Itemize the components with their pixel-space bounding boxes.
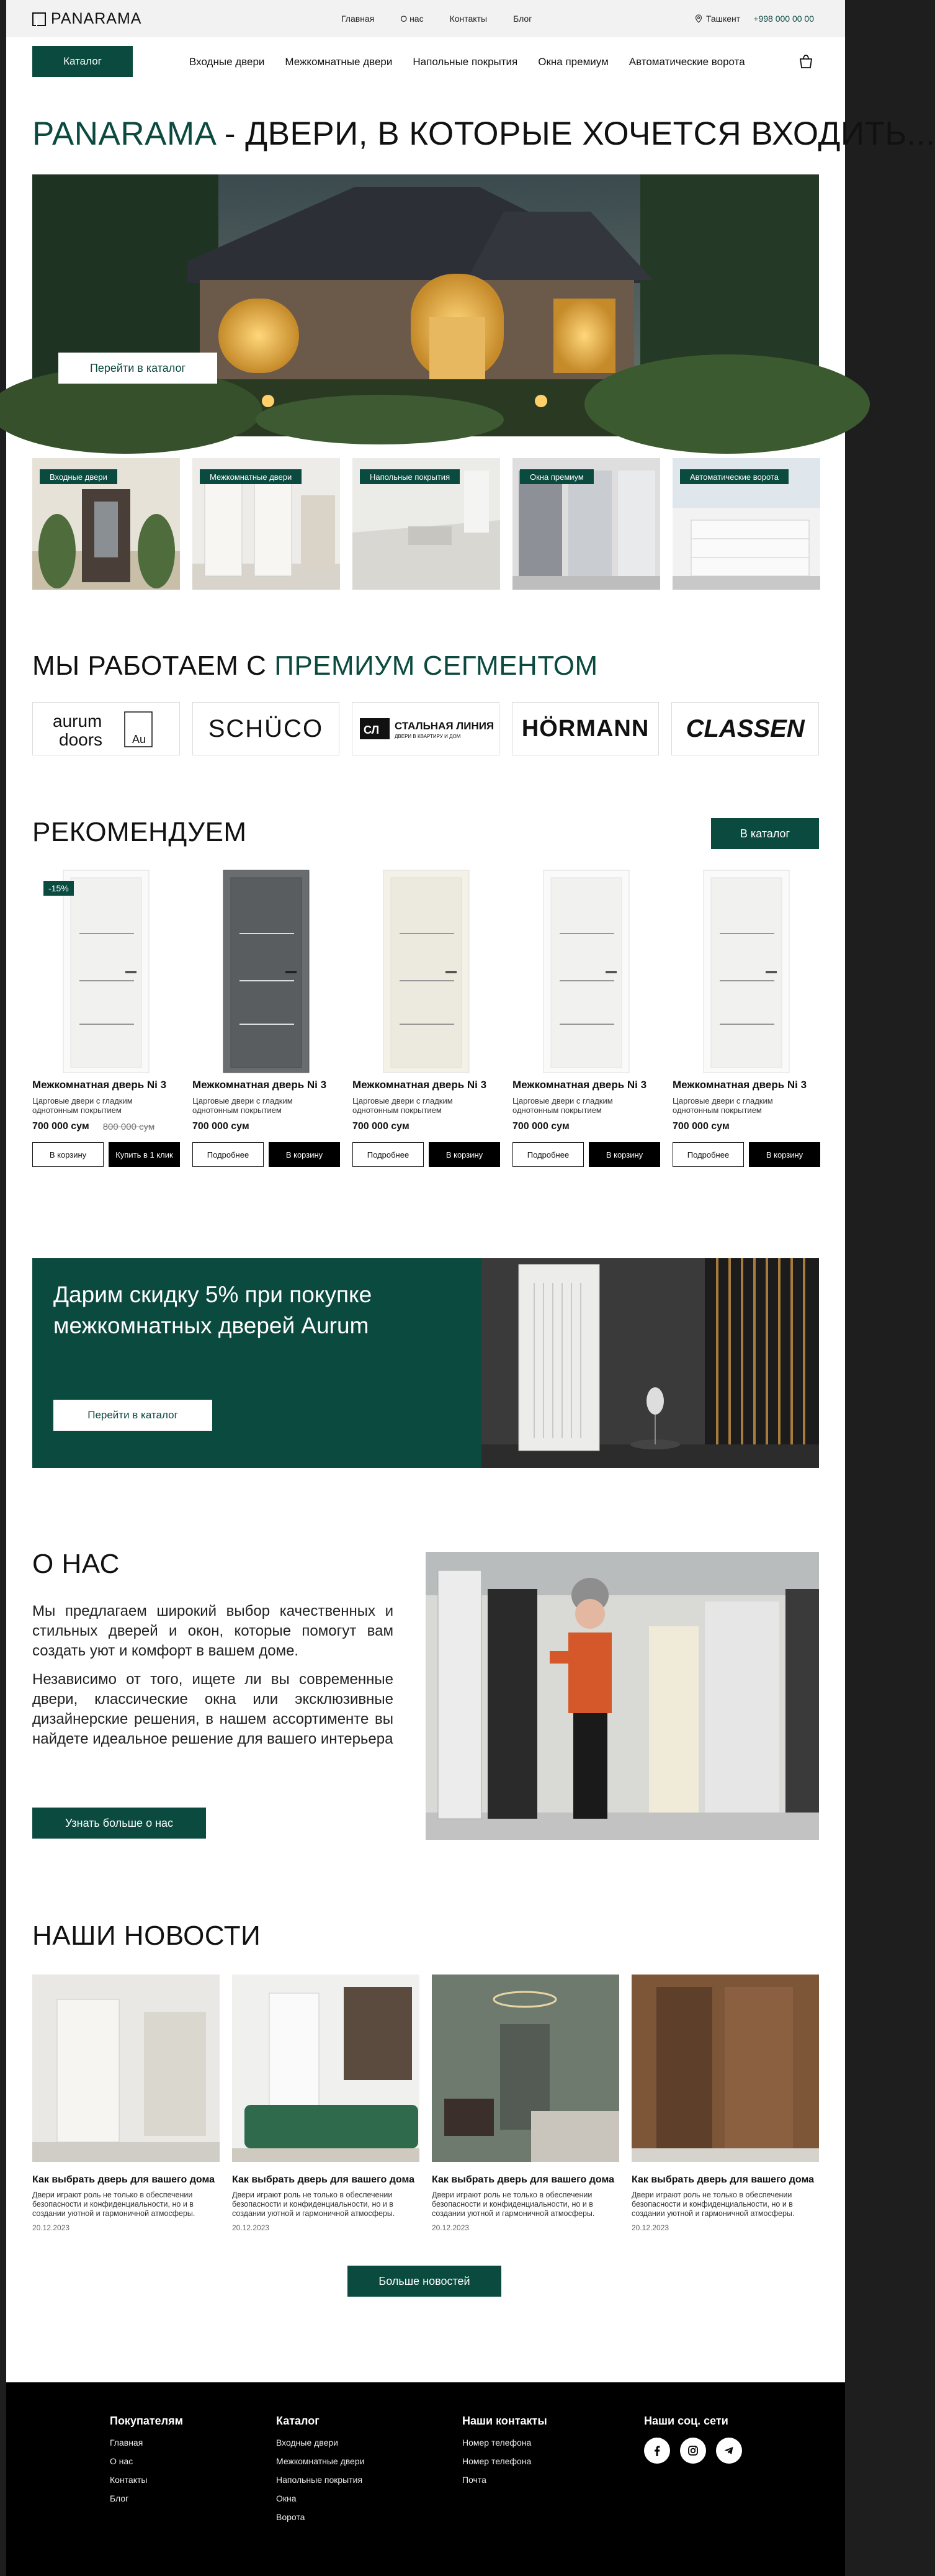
brand-hormann[interactable] — [512, 702, 660, 755]
news-date: 20.12.2023 — [32, 2223, 70, 2232]
product-card[interactable] — [512, 869, 660, 1167]
aurum-doors-logo — [50, 707, 162, 750]
about-section-title: О НАС — [32, 1549, 120, 1579]
recommend-catalog-button[interactable]: В каталог — [711, 818, 819, 849]
door-illustration — [192, 869, 340, 1074]
phone-link[interactable]: +998 000 00 00 — [753, 14, 814, 24]
product-image — [673, 869, 820, 1074]
aurum-logo-mark: Au — [132, 733, 146, 745]
about-paragraph-2: Независимо от того, ищете ли вы современные двери, классические окна или эксклюзивные дизайнерские решения, в нашем ассортименте вы найдете идеальное решение для вашего интерьера — [32, 1671, 393, 1747]
footer-buyers — [110, 2415, 183, 2512]
product-price: 700 000 сум — [192, 1121, 249, 1132]
news-room-illustration — [432, 1975, 619, 2162]
nav-entrance-doors[interactable]: Входные двери — [189, 56, 265, 68]
footer-phone-link[interactable]: Номер телефона — [462, 2456, 532, 2466]
footer-contacts-title: Наши контакты — [462, 2415, 547, 2427]
footer — [6, 2382, 845, 2576]
product-card[interactable] — [352, 869, 500, 1167]
nav-interior-doors[interactable]: Межкомнатные двери — [285, 56, 393, 68]
footer-link[interactable]: Блог — [110, 2493, 129, 2503]
brand-classen[interactable] — [671, 702, 819, 755]
news-image — [632, 1975, 819, 2162]
hero-image — [32, 174, 819, 436]
hero-title-brand: PANARAMA — [32, 115, 215, 152]
details-button[interactable]: Подробнее — [352, 1142, 424, 1167]
premium-section-title — [32, 651, 598, 682]
news-card[interactable] — [432, 1975, 619, 2232]
top-nav — [341, 14, 532, 24]
add-to-cart-button[interactable]: В корзину — [269, 1142, 340, 1167]
news-text: Двери играют роль не только в обеспечении безопасности и конфиденциальности, но и в создании уютной и гармоничной атмосферы. — [432, 2191, 595, 2218]
aurum-logo-text-2: doors — [58, 730, 102, 749]
footer-buyers-title: Покупателям — [110, 2415, 183, 2427]
details-button[interactable]: Подробнее — [512, 1142, 584, 1167]
page-frame — [6, 0, 935, 2576]
news-card[interactable] — [32, 1975, 220, 2232]
category-tag: Автоматические ворота — [680, 469, 789, 484]
product-old-price: 800 000 сум — [102, 1121, 155, 1132]
footer-link[interactable]: Главная — [110, 2438, 143, 2448]
house-illustration — [32, 174, 819, 436]
product-title[interactable]: Межкомнатная дверь Ni 3 — [512, 1079, 647, 1091]
door-illustration — [512, 869, 660, 1074]
about-image — [426, 1552, 819, 1840]
news-date: 20.12.2023 — [432, 2223, 470, 2232]
promo-text — [53, 1279, 372, 1341]
top-bar — [6, 0, 845, 37]
catalog-button[interactable]: Каталог — [32, 46, 133, 77]
add-to-cart-button[interactable]: В корзину — [429, 1142, 500, 1167]
aurum-logo-text: aurum — [52, 711, 102, 731]
product-desc: Царговые двери с гладким однотонным покрытием — [352, 1096, 453, 1115]
logo-text: PANARAMA — [51, 10, 142, 27]
promo-banner — [32, 1258, 819, 1468]
details-button[interactable]: Подробнее — [192, 1142, 264, 1167]
footer-link[interactable]: О нас — [110, 2456, 133, 2466]
category-tag: Напольные покрытия — [360, 469, 460, 484]
buy-one-click-button[interactable]: Купить в 1 клик — [109, 1142, 180, 1167]
product-image — [32, 869, 180, 1074]
nav-flooring[interactable]: Напольные покрытия — [413, 56, 518, 68]
add-to-cart-button[interactable]: В корзину — [32, 1142, 104, 1167]
cart-icon[interactable] — [797, 52, 815, 71]
news-text: Двери играют роль не только в обеспечении безопасности и конфиденциальности, но и в создании уютной и гармоничной атмосферы. — [632, 2191, 795, 2218]
category-tiles — [32, 458, 819, 590]
brand-schuco[interactable] — [192, 702, 340, 755]
category-tile-interior[interactable] — [192, 458, 340, 590]
brand-logos — [32, 702, 819, 755]
door-illustration — [352, 869, 500, 1074]
product-desc: Царговые двери с гладким однотонным покрытием — [192, 1096, 293, 1115]
footer-socials — [644, 2415, 742, 2464]
top-nav-blog[interactable]: Блог — [513, 14, 532, 24]
premium-title-part: МЫ РАБОТАЕМ С — [32, 651, 275, 681]
hero-catalog-button[interactable]: Перейти в каталог — [58, 353, 217, 384]
top-nav-home[interactable]: Главная — [341, 14, 375, 24]
footer-contacts — [462, 2415, 547, 2493]
news-section-title: НАШИ НОВОСТИ — [32, 1921, 261, 1951]
top-nav-about[interactable]: О нас — [400, 14, 424, 24]
promo-line-1: Дарим скидку 5% при покупке — [53, 1282, 372, 1307]
instagram-icon[interactable] — [680, 2438, 706, 2464]
product-title[interactable]: Межкомнатная дверь Ni 3 — [673, 1079, 807, 1091]
location-pin-icon — [695, 14, 702, 23]
stal-logo-mark: СЛ — [363, 724, 380, 736]
footer-catalog — [276, 2415, 364, 2531]
news-card[interactable] — [632, 1975, 819, 2232]
news-image — [32, 1975, 220, 2162]
news-date: 20.12.2023 — [632, 2223, 669, 2232]
facebook-icon[interactable] — [644, 2438, 670, 2464]
hormann-logo: HÖRMANN — [521, 715, 650, 742]
promo-catalog-button[interactable]: Перейти в каталог — [53, 1400, 212, 1431]
product-price: 700 000 сум — [352, 1121, 409, 1132]
news-room-illustration — [232, 1975, 419, 2162]
product-desc: Царговые двери с гладким однотонным покрытием — [32, 1096, 133, 1115]
schuco-logo: SCHÜCO — [208, 714, 324, 742]
nav-windows[interactable]: Окна премиум — [538, 56, 609, 68]
footer-email-link[interactable]: Почта — [462, 2475, 486, 2485]
stal-logo-sub: ДВЕРИ В КВАРТИРУ И ДОМ — [394, 734, 461, 739]
city-label: Ташкент — [706, 14, 741, 24]
news-title[interactable]: Как выбрать дверь для вашего дома — [632, 2174, 814, 2185]
product-desc: Царговые двери с гладким однотонным покрытием — [673, 1096, 773, 1115]
category-tag: Входные двери — [40, 469, 117, 484]
product-image — [512, 869, 660, 1074]
news-room-illustration — [632, 1975, 819, 2162]
brand-aurum[interactable] — [32, 702, 180, 755]
footer-link[interactable]: Ворота — [276, 2512, 305, 2522]
news-room-illustration — [32, 1975, 220, 2162]
product-title[interactable]: Межкомнатная дверь Ni 3 — [192, 1079, 327, 1091]
product-buttons — [673, 1142, 820, 1167]
hero-title-rest: - ДВЕРИ, В КОТОРЫЕ ХОЧЕТСЯ ВХОДИТЬ... — [215, 115, 935, 152]
product-buttons — [352, 1142, 500, 1167]
product-price-row — [673, 1121, 820, 1132]
product-price: 700 000 сум — [673, 1121, 730, 1132]
promo-line-2: межкомнатных дверей Aurum — [53, 1313, 369, 1338]
add-to-cart-button[interactable]: В корзину — [589, 1142, 660, 1167]
recommend-section-title: РЕКОМЕНДУЕМ — [32, 817, 247, 847]
social-icons — [644, 2438, 742, 2464]
stalnaya-liniya-logo — [357, 713, 494, 744]
category-tile-gates[interactable] — [673, 458, 820, 590]
brand-stalnaya-liniya[interactable] — [352, 702, 499, 755]
about-more-button[interactable]: Узнать больше о нас — [32, 1808, 206, 1839]
news-image — [432, 1975, 619, 2162]
product-card[interactable] — [192, 869, 340, 1167]
telegram-icon[interactable] — [716, 2438, 742, 2464]
stal-logo-text: СТАЛЬНАЯ ЛИНИЯ — [394, 720, 494, 732]
product-price-row — [512, 1121, 660, 1132]
product-buttons — [192, 1142, 340, 1167]
footer-link[interactable]: Входные двери — [276, 2438, 338, 2448]
news-list — [32, 1975, 819, 2232]
showroom-illustration — [426, 1552, 819, 1840]
product-card[interactable] — [32, 869, 180, 1167]
product-desc: Царговые двери с гладким однотонным покрытием — [512, 1096, 613, 1115]
premium-title-highlight: ПРЕМИУМ СЕГМЕНТОМ — [274, 651, 598, 681]
product-list — [32, 869, 819, 1167]
footer-link[interactable]: Межкомнатные двери — [276, 2456, 365, 2466]
category-tile-flooring[interactable] — [352, 458, 500, 590]
news-title[interactable]: Как выбрать дверь для вашего дома — [32, 2174, 215, 2185]
promo-door-illustration — [481, 1258, 819, 1468]
footer-phone-link[interactable]: Номер телефона — [462, 2438, 532, 2448]
nav-gates[interactable]: Автоматические ворота — [629, 56, 745, 68]
category-nav — [189, 56, 745, 68]
category-tag: Межкомнатные двери — [200, 469, 302, 484]
product-price-row — [32, 1121, 180, 1132]
news-text: Двери играют роль не только в обеспечении безопасности и конфиденциальности, но и в создании уютной и гармоничной атмосферы. — [232, 2191, 395, 2218]
news-card[interactable] — [232, 1975, 419, 2232]
main-nav — [6, 37, 845, 99]
news-title[interactable]: Как выбрать дверь для вашего дома — [432, 2174, 614, 2185]
door-illustration — [32, 869, 180, 1074]
news-title[interactable]: Как выбрать дверь для вашего дома — [232, 2174, 414, 2185]
category-tile-windows[interactable] — [512, 458, 660, 590]
footer-catalog-title: Каталог — [276, 2415, 320, 2427]
category-tile-entrance[interactable] — [32, 458, 180, 590]
product-image — [192, 869, 340, 1074]
footer-social-title: Наши соц. сети — [644, 2415, 728, 2427]
news-image — [232, 1975, 419, 2162]
discount-badge: -15% — [43, 881, 74, 896]
product-title[interactable]: Межкомнатная дверь Ni 3 — [32, 1079, 167, 1091]
product-price: 700 000 сум — [32, 1121, 89, 1132]
product-buttons — [32, 1142, 180, 1167]
product-title[interactable]: Межкомнатная дверь Ni 3 — [352, 1079, 487, 1091]
top-nav-contacts[interactable]: Контакты — [449, 14, 488, 24]
product-price-row — [192, 1121, 340, 1132]
footer-link[interactable]: Контакты — [110, 2475, 148, 2485]
add-to-cart-button[interactable]: В корзину — [749, 1142, 820, 1167]
more-news-button[interactable]: Больше новостей — [347, 2266, 501, 2297]
product-image — [352, 869, 500, 1074]
footer-link[interactable]: Окна — [276, 2493, 297, 2503]
door-illustration — [673, 869, 820, 1074]
details-button[interactable]: Подробнее — [673, 1142, 744, 1167]
category-tag: Окна премиум — [520, 469, 594, 484]
product-price: 700 000 сум — [512, 1121, 570, 1132]
product-card[interactable] — [673, 869, 820, 1167]
logo-icon — [32, 12, 46, 26]
hero-title — [32, 115, 935, 153]
footer-link[interactable]: Напольные покрытия — [276, 2475, 363, 2485]
about-paragraph-1: Мы предлагаем широкий выбор качественных и стильных дверей и окон, которые помогут вам создать уют и комфорт в вашем доме. — [32, 1603, 393, 1659]
logo[interactable] — [32, 10, 141, 28]
product-price-row — [352, 1121, 500, 1132]
product-buttons — [512, 1142, 660, 1167]
news-text: Двери играют роль не только в обеспечении безопасности и конфиденциальности, но и в создании уютной и гармоничной атмосферы. — [32, 2191, 195, 2218]
classen-logo: CLASSEN — [686, 714, 805, 742]
news-date: 20.12.2023 — [232, 2223, 270, 2232]
city-selector[interactable] — [695, 14, 740, 24]
